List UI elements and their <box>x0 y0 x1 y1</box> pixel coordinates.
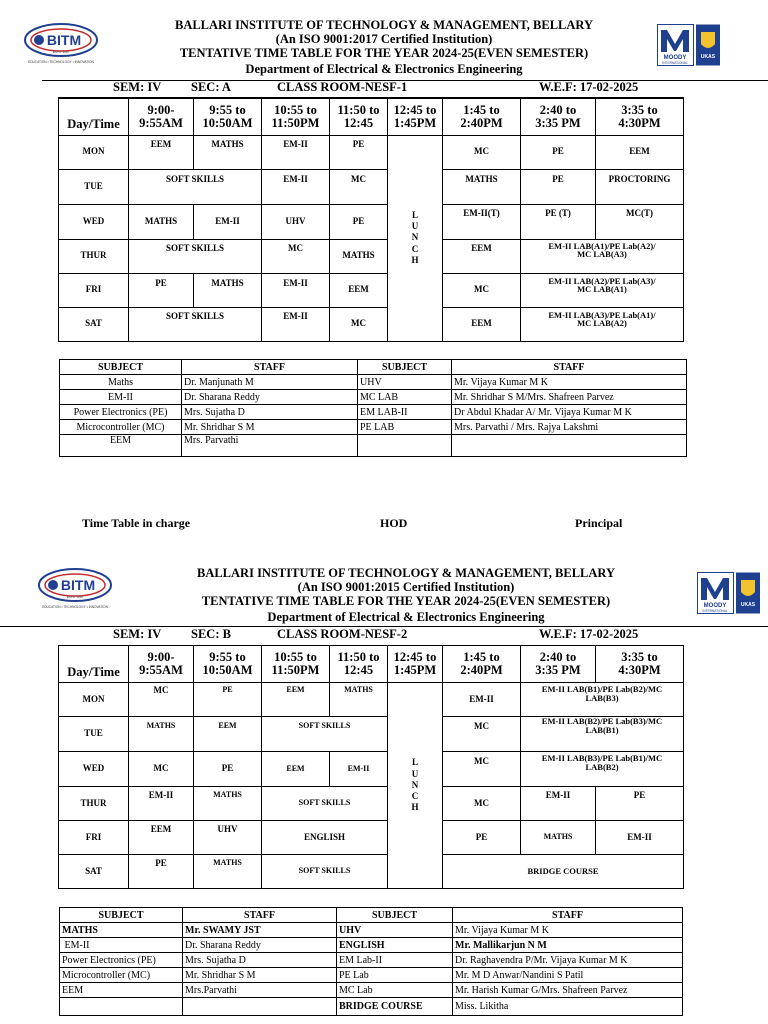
timetable-incharge-signature: Time Table in charge <box>82 516 191 530</box>
staff-cell: Dr. Manjunath M <box>182 375 358 390</box>
svg-text:BITM: BITM <box>46 32 82 48</box>
class-cell: EM-II <box>443 683 521 717</box>
staff-header: STAFF <box>452 360 687 375</box>
hod-signature: HOD <box>380 516 408 530</box>
principal-signature: Principal <box>575 516 623 530</box>
slot-3-header: 10:55 to 11:50PM <box>262 646 330 683</box>
department-name: Department of Electrical & Electronics Engineering <box>245 62 523 76</box>
subject-cell: EM-II <box>60 938 183 953</box>
class-cell: MATHS <box>194 135 262 169</box>
row-sat <box>59 855 684 889</box>
staff-cell: Mrs. Parvathi / Mrs. Rajya Lakshmi <box>452 420 687 435</box>
slot-6-header: 1:45 to 2:40PM <box>443 98 521 135</box>
slot-7-header: 2:40 to 3:35 PM <box>521 98 596 135</box>
subject-cell: Microcontroller (MC) <box>60 420 182 435</box>
subject-cell: BRIDGE COURSE <box>337 998 453 1016</box>
lab-cell: EM-II LAB(A2)/PE Lab(A3)/ MC LAB(A1) <box>521 273 684 307</box>
day-cell: TUE <box>59 169 129 204</box>
row-thur <box>59 787 684 821</box>
class-cell: MC <box>443 787 521 821</box>
subject-cell: UHV <box>358 375 452 390</box>
subject-cell: EM-II <box>60 390 182 405</box>
staff-row <box>60 968 683 983</box>
staff-cell <box>452 435 687 457</box>
class-cell: SOFT SKILLS <box>129 239 262 273</box>
class-cell: EEM <box>129 135 194 169</box>
class-cell: SOFT SKILLS <box>262 717 388 752</box>
classroom-label: CLASS ROOM-NESF-2 <box>277 627 408 641</box>
subject-cell <box>358 435 452 457</box>
staff-cell: Dr. Sharana Reddy <box>182 390 358 405</box>
staff-cell: Mrs. Parvathi <box>182 435 358 457</box>
class-cell: EEM <box>443 307 521 341</box>
subject-cell: MC LAB <box>358 390 452 405</box>
slot-4-header: 11:50 to 12:45 <box>330 646 388 683</box>
svg-text:MOODY: MOODY <box>663 55 687 61</box>
class-cell: PE <box>194 752 262 787</box>
institute-name: BALLARI INSTITUTE OF TECHNOLOGY & MANAGEMENT, BELLARY <box>174 18 594 32</box>
class-cell: EM-II <box>262 135 330 169</box>
sec-label: SEC: A <box>191 80 231 94</box>
staff-header: STAFF <box>453 908 683 923</box>
class-cell: PE (T) <box>521 204 596 239</box>
staff-cell: Mr. Harish Kumar G/Mrs. Shafreen Parvez <box>453 983 683 998</box>
day-cell: SAT <box>59 307 129 341</box>
class-cell: SOFT SKILLS <box>262 855 388 889</box>
class-cell: EM-II <box>262 307 330 341</box>
timetable-title: TENTATIVE TIME TABLE FOR THE YEAR 2024-25(EVEN SEMESTER) <box>179 46 589 60</box>
staff-row <box>60 923 683 938</box>
svg-text:ESTD. 1997: ESTD. 1997 <box>52 50 70 54</box>
class-cell: MC <box>443 135 521 169</box>
subject-cell: PE Lab <box>337 968 453 983</box>
institute-name: BALLARI INSTITUTE OF TECHNOLOGY & MANAGEMENT, BELLARY <box>196 566 616 580</box>
class-cell: MC <box>330 169 388 204</box>
day-cell: MON <box>59 135 129 169</box>
staff-cell: Mr. Shridhar S M/Mrs. Shafreen Parvez <box>452 390 687 405</box>
department-name: Department of Electrical & Electronics Engineering <box>267 610 545 624</box>
class-cell: UHV <box>194 821 262 855</box>
class-cell: SOFT SKILLS <box>129 307 262 341</box>
class-cell: EEM <box>596 135 684 169</box>
lab-cell: EM-II LAB(B1)/PE Lab(B2)/MC LAB(B3) <box>521 683 684 717</box>
svg-text:ESTD. 1997: ESTD. 1997 <box>66 595 84 599</box>
lunch-cell: L U N C H <box>388 683 443 889</box>
subject-cell: PE LAB <box>358 420 452 435</box>
class-cell: EEM <box>194 717 262 752</box>
class-cell: EM-II <box>596 821 684 855</box>
staff-cell: Mrs. Sujatha D <box>183 953 337 968</box>
class-cell: PE <box>330 135 388 169</box>
lab-cell: EM-II LAB(A3)/PE Lab(A1)/ MC LAB(A2) <box>521 307 684 341</box>
class-cell: EEM <box>330 273 388 307</box>
day-time-header: Day/Time <box>59 98 129 135</box>
class-cell: SOFT SKILLS <box>129 169 262 204</box>
day-cell: FRI <box>59 273 129 307</box>
slot-2-header: 9:55 to 10:50AM <box>194 646 262 683</box>
class-cell: PE <box>129 273 194 307</box>
class-cell: PE <box>330 204 388 239</box>
moody-logo <box>697 572 761 614</box>
row-fri <box>59 821 684 855</box>
slot-2-header: 9:55 to 10:50AM <box>194 98 262 135</box>
class-cell: EM-II <box>521 787 596 821</box>
subject-cell: EM LAB-II <box>358 405 452 420</box>
svg-text:INTERNATIONAL: INTERNATIONAL <box>702 609 728 613</box>
day-cell: THUR <box>59 787 129 821</box>
staff-row <box>60 998 683 1016</box>
subject-header: SUBJECT <box>60 360 182 375</box>
class-cell: PE <box>129 855 194 889</box>
row-wed <box>59 204 684 239</box>
subject-cell: EEM <box>60 435 182 457</box>
class-cell: MC(T) <box>596 204 684 239</box>
subject-cell: EM Lab-II <box>337 953 453 968</box>
slot-1-header: 9:00- 9:55AM <box>129 646 194 683</box>
svg-text:EDUCATION • TECHNOLOGY • INNOV: EDUCATION • TECHNOLOGY • INNOVATION <box>28 60 94 64</box>
subject-cell <box>60 998 183 1016</box>
slot-5-header: 12:45 to 1:45PM <box>388 98 443 135</box>
class-cell: MATHS <box>129 204 194 239</box>
staff-table-a <box>59 359 687 457</box>
staff-cell: Mr. SWAMY JST <box>183 923 337 938</box>
subject-cell: ENGLISH <box>337 938 453 953</box>
slot-5-header: 12:45 to 1:45PM <box>388 646 443 683</box>
class-cell: EEM <box>262 752 330 787</box>
sem-label: SEM: IV <box>113 80 162 94</box>
day-cell: THUR <box>59 239 129 273</box>
class-cell: EM-II <box>330 752 388 787</box>
staff-row <box>60 435 687 457</box>
svg-text:INTERNATIONAL: INTERNATIONAL <box>662 61 688 65</box>
class-cell: BRIDGE COURSE <box>443 855 684 889</box>
class-cell: MC <box>443 752 521 787</box>
timetable-b <box>58 645 684 889</box>
iso-line: (An ISO 9001:2017 Certified Institution) <box>275 32 493 46</box>
timetable-a <box>58 97 684 342</box>
class-cell: MC <box>129 752 194 787</box>
day-time-header: Day/Time <box>59 646 129 683</box>
staff-row <box>60 420 687 435</box>
staff-cell: Mr. Shridhar S M <box>183 968 337 983</box>
staff-row <box>60 405 687 420</box>
row-tue <box>59 717 684 752</box>
lab-cell: EM-II LAB(B3)/PE Lab(B1)/MC LAB(B2) <box>521 752 684 787</box>
subject-cell: Power Electronics (PE) <box>60 405 182 420</box>
class-cell: MC <box>443 273 521 307</box>
class-cell: MC <box>443 717 521 752</box>
subject-cell: UHV <box>337 923 453 938</box>
svg-text:BITM: BITM <box>60 577 96 593</box>
sem-label: SEM: IV <box>113 627 162 641</box>
slot-1-header: 9:00- 9:55AM <box>129 98 194 135</box>
staff-row <box>60 375 687 390</box>
timetable-title: TENTATIVE TIME TABLE FOR THE YEAR 2024-25(EVEN SEMESTER) <box>201 594 611 608</box>
class-cell: MATHS <box>521 821 596 855</box>
class-cell: MATHS <box>330 683 388 717</box>
class-cell: MATHS <box>330 239 388 273</box>
staff-cell <box>183 998 337 1016</box>
class-cell: MATHS <box>194 273 262 307</box>
class-cell: PE <box>521 169 596 204</box>
staff-header: STAFF <box>183 908 337 923</box>
class-cell: MATHS <box>194 855 262 889</box>
class-cell: SOFT SKILLS <box>262 787 388 821</box>
header-b <box>22 566 768 624</box>
staff-cell: Mr. Vijaya Kumar M K <box>452 375 687 390</box>
staff-cell: Mr. M D Anwar/Nandini S Patil <box>453 968 683 983</box>
lunch-cell: L U N C H <box>388 135 443 341</box>
staff-row <box>60 983 683 998</box>
lab-cell: EM-II LAB(B2)/PE Lab(B3)/MC LAB(B1) <box>521 717 684 752</box>
class-cell: EM-II <box>194 204 262 239</box>
subject-header: SUBJECT <box>358 360 452 375</box>
slot-3-header: 10:55 to 11:50PM <box>262 98 330 135</box>
row-tue <box>59 169 684 204</box>
slot-8-header: 3:35 to 4:30PM <box>596 98 684 135</box>
class-cell: PROCTORING <box>596 169 684 204</box>
row-thur <box>59 239 684 273</box>
staff-cell: Dr. Sharana Reddy <box>183 938 337 953</box>
wef-label: W.E.F: 17-02-2025 <box>539 80 639 94</box>
class-cell: UHV <box>262 204 330 239</box>
slot-6-header: 1:45 to 2:40PM <box>443 646 521 683</box>
staff-table-b <box>59 907 683 1016</box>
class-cell: PE <box>521 135 596 169</box>
class-cell: EEM <box>262 683 330 717</box>
slot-4-header: 11:50 to 12:45 <box>330 98 388 135</box>
staff-cell: Dr Abdul Khadar A/ Mr. Vijaya Kumar M K <box>452 405 687 420</box>
subject-cell: Maths <box>60 375 182 390</box>
row-mon <box>59 683 684 717</box>
classroom-label: CLASS ROOM-NESF-1 <box>277 80 408 94</box>
staff-cell: Dr. Raghavendra P/Mr. Vijaya Kumar M K <box>453 953 683 968</box>
staff-cell: Mr. Vijaya Kumar M K <box>453 923 683 938</box>
class-cell: MC <box>262 239 330 273</box>
subject-header: SUBJECT <box>337 908 453 923</box>
iso-line: (An ISO 9001:2015 Certified Institution) <box>297 580 515 594</box>
svg-text:UKAS: UKAS <box>700 54 716 60</box>
header-a <box>0 18 768 76</box>
class-cell: EEM <box>443 239 521 273</box>
slot-8-header: 3:35 to 4:30PM <box>596 646 684 683</box>
class-cell: MC <box>330 307 388 341</box>
subject-cell: MC Lab <box>337 983 453 998</box>
staff-cell: Mr. Mallikarjun N M <box>453 938 683 953</box>
slot-7-header: 2:40 to 3:35 PM <box>521 646 596 683</box>
class-cell: MATHS <box>443 169 521 204</box>
svg-text:EDUCATION • TECHNOLOGY • INNOV: EDUCATION • TECHNOLOGY • INNOVATION <box>42 605 108 609</box>
row-sat <box>59 307 684 341</box>
row-wed <box>59 752 684 787</box>
staff-cell: Mrs.Parvathi <box>183 983 337 998</box>
class-cell: PE <box>596 787 684 821</box>
class-cell: EM-II(T) <box>443 204 521 239</box>
class-cell: MATHS <box>194 787 262 821</box>
day-cell: TUE <box>59 717 129 752</box>
day-cell: WED <box>59 204 129 239</box>
subject-cell: Power Electronics (PE) <box>60 953 183 968</box>
class-cell: PE <box>194 683 262 717</box>
class-cell: PE <box>443 821 521 855</box>
day-cell: MON <box>59 683 129 717</box>
wef-label: W.E.F: 17-02-2025 <box>539 627 639 641</box>
lab-cell: EM-II LAB(A1)/PE Lab(A2)/ MC LAB(A3) <box>521 239 684 273</box>
staff-row <box>60 953 683 968</box>
class-cell: MC <box>129 683 194 717</box>
class-cell: EEM <box>129 821 194 855</box>
class-cell: EM-II <box>129 787 194 821</box>
staff-cell: Mrs. Sujatha D <box>182 405 358 420</box>
svg-text:MOODY: MOODY <box>703 603 727 609</box>
day-cell: FRI <box>59 821 129 855</box>
staff-row <box>60 938 683 953</box>
subject-cell: MATHS <box>60 923 183 938</box>
row-fri <box>59 273 684 307</box>
subject-header: SUBJECT <box>60 908 183 923</box>
subject-cell: EEM <box>60 983 183 998</box>
day-cell: SAT <box>59 855 129 889</box>
class-cell: EM-II <box>262 273 330 307</box>
staff-header: STAFF <box>182 360 358 375</box>
staff-cell: Mr. Shridhar S M <box>182 420 358 435</box>
class-cell: ENGLISH <box>262 821 388 855</box>
staff-row <box>60 390 687 405</box>
class-cell: MATHS <box>129 717 194 752</box>
staff-cell: Miss. Likitha <box>453 998 683 1016</box>
sec-label: SEC: B <box>191 627 231 641</box>
day-cell: WED <box>59 752 129 787</box>
class-cell: EM-II <box>262 169 330 204</box>
subject-cell: Microcontroller (MC) <box>60 968 183 983</box>
svg-text:UKAS: UKAS <box>740 602 756 608</box>
moody-logo <box>657 24 721 66</box>
row-mon <box>59 135 684 169</box>
